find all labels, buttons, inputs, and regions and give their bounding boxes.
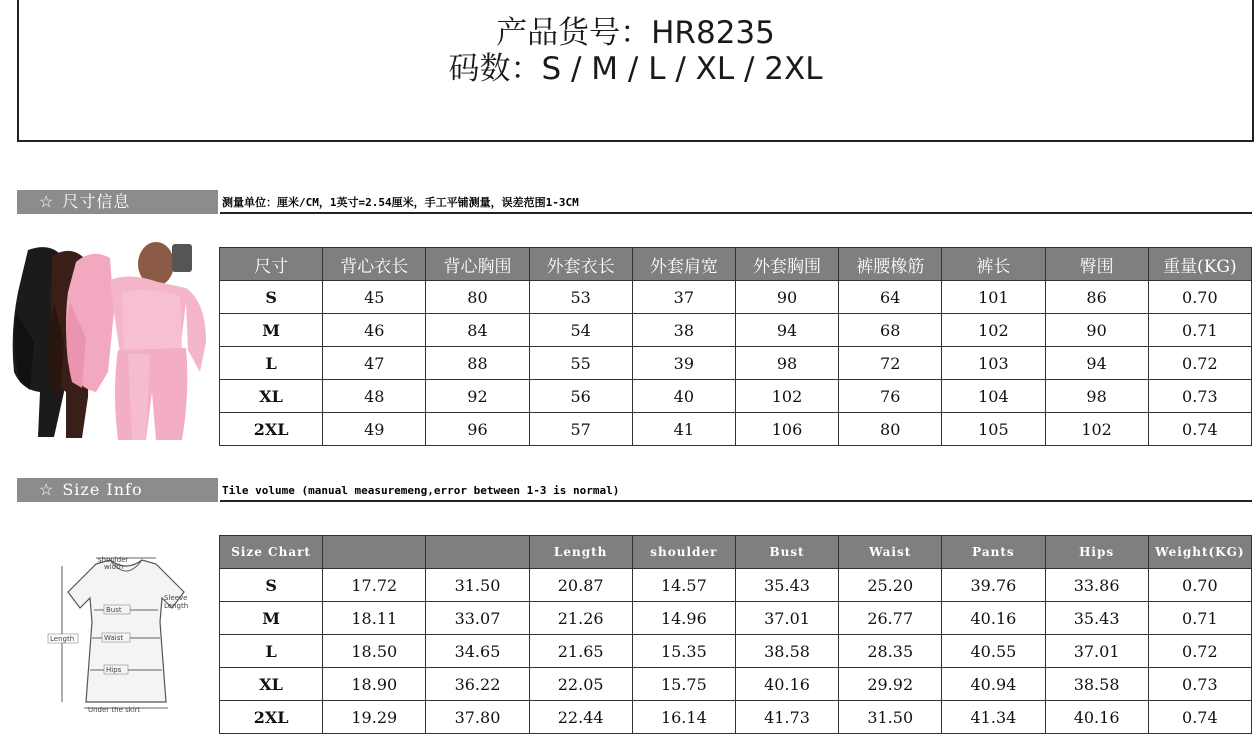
value-cell: 16.14 <box>632 701 735 734</box>
value-cell: 0.71 <box>1148 314 1251 347</box>
section-title-cn <box>17 190 218 214</box>
size-cell: XL <box>220 380 323 413</box>
table-row <box>220 314 1252 347</box>
header-cell: 外套胸围 <box>735 248 838 281</box>
value-cell: 40.55 <box>942 635 1045 668</box>
value-cell: 18.50 <box>323 635 426 668</box>
value-cell: 0.72 <box>1148 347 1251 380</box>
diagram-label: shoulder <box>98 556 129 564</box>
value-cell: 56 <box>529 380 632 413</box>
value-cell: 0.74 <box>1148 701 1251 734</box>
header-cell: Weight(KG) <box>1148 536 1251 569</box>
value-cell: 101 <box>942 281 1045 314</box>
value-cell: 57 <box>529 413 632 446</box>
value-cell: 54 <box>529 314 632 347</box>
header-cell: 尺寸 <box>220 248 323 281</box>
value-cell: 80 <box>839 413 942 446</box>
value-cell: 40 <box>632 380 735 413</box>
value-cell: 18.90 <box>323 668 426 701</box>
value-cell: 33.07 <box>426 602 529 635</box>
value-cell: 25.20 <box>839 569 942 602</box>
value-cell: 29.92 <box>839 668 942 701</box>
size-cell: M <box>220 314 323 347</box>
value-cell: 48 <box>323 380 426 413</box>
value-cell: 35.43 <box>735 569 838 602</box>
product-header <box>17 0 1254 142</box>
value-cell: 86 <box>1045 281 1148 314</box>
size-range: 码数：S / M / L / XL / 2XL <box>448 51 823 87</box>
diagram-label: Length <box>164 602 189 610</box>
value-cell: 0.70 <box>1148 281 1251 314</box>
value-cell: 46 <box>323 314 426 347</box>
size-cell: S <box>220 281 323 314</box>
value-cell: 14.96 <box>632 602 735 635</box>
value-cell: 18.11 <box>323 602 426 635</box>
table-row <box>220 413 1252 446</box>
diagram-label: width <box>104 563 124 571</box>
value-cell: 88 <box>426 347 529 380</box>
value-cell: 102 <box>735 380 838 413</box>
table-row <box>220 635 1252 668</box>
header-cell: 臀围 <box>1045 248 1148 281</box>
value-cell: 96 <box>426 413 529 446</box>
value-cell: 38.58 <box>735 635 838 668</box>
value-cell: 41 <box>632 413 735 446</box>
value-cell: 22.44 <box>529 701 632 734</box>
value-cell: 0.73 <box>1148 668 1251 701</box>
value-cell: 98 <box>735 347 838 380</box>
diagram-label: Sleeve <box>164 594 188 602</box>
value-cell: 36.22 <box>426 668 529 701</box>
measurement-diagram <box>44 552 209 718</box>
header-cell <box>426 536 529 569</box>
value-cell: 0.71 <box>1148 602 1251 635</box>
table-row <box>220 668 1252 701</box>
table-header-row <box>220 248 1252 281</box>
value-cell: 41.34 <box>942 701 1045 734</box>
header-cell: Waist <box>839 536 942 569</box>
value-cell: 38.58 <box>1045 668 1148 701</box>
product-photo <box>10 242 215 440</box>
header-cell: 背心衣长 <box>323 248 426 281</box>
value-cell: 14.57 <box>632 569 735 602</box>
value-cell: 39 <box>632 347 735 380</box>
product-code: 产品货号：HR8235 <box>496 15 775 51</box>
value-cell: 102 <box>1045 413 1148 446</box>
section-title-en-label: Size Info <box>62 480 143 499</box>
header-cell: 背心胸围 <box>426 248 529 281</box>
value-cell: 22.05 <box>529 668 632 701</box>
header-cell: 裤长 <box>942 248 1045 281</box>
value-cell: 94 <box>735 314 838 347</box>
diagram-label: Under the skirt <box>88 706 141 714</box>
value-cell: 21.65 <box>529 635 632 668</box>
size-cell: XL <box>220 668 323 701</box>
value-cell: 64 <box>839 281 942 314</box>
diagram-label: Length <box>50 635 75 643</box>
value-cell: 20.87 <box>529 569 632 602</box>
header-cell: Pants <box>942 536 1045 569</box>
value-cell: 0.73 <box>1148 380 1251 413</box>
value-cell: 28.35 <box>839 635 942 668</box>
star-outline-icon: ☆ <box>39 192 55 211</box>
size-cell: M <box>220 602 323 635</box>
value-cell: 90 <box>1045 314 1148 347</box>
size-cell: 2XL <box>220 413 323 446</box>
value-cell: 53 <box>529 281 632 314</box>
header-cell <box>323 536 426 569</box>
value-cell: 31.50 <box>426 569 529 602</box>
value-cell: 47 <box>323 347 426 380</box>
size-cell: L <box>220 635 323 668</box>
value-cell: 37 <box>632 281 735 314</box>
header-cell: shoulder <box>632 536 735 569</box>
value-cell: 15.75 <box>632 668 735 701</box>
value-cell: 0.74 <box>1148 413 1251 446</box>
size-cell: L <box>220 347 323 380</box>
value-cell: 34.65 <box>426 635 529 668</box>
value-cell: 106 <box>735 413 838 446</box>
size-cell: 2XL <box>220 701 323 734</box>
header-cell: Length <box>529 536 632 569</box>
value-cell: 19.29 <box>323 701 426 734</box>
value-cell: 40.94 <box>942 668 1045 701</box>
diagram-label: Bust <box>106 606 122 614</box>
value-cell: 84 <box>426 314 529 347</box>
value-cell: 15.35 <box>632 635 735 668</box>
value-cell: 45 <box>323 281 426 314</box>
table-row <box>220 347 1252 380</box>
table-header-row <box>220 536 1252 569</box>
value-cell: 31.50 <box>839 701 942 734</box>
section-title-cn-label: 尺寸信息 <box>62 192 131 211</box>
table-row <box>220 380 1252 413</box>
header-cell: 外套肩宽 <box>632 248 735 281</box>
value-cell: 39.76 <box>942 569 1045 602</box>
star-outline-icon: ☆ <box>39 480 55 499</box>
value-cell: 41.73 <box>735 701 838 734</box>
size-cell: S <box>220 569 323 602</box>
value-cell: 76 <box>839 380 942 413</box>
value-cell: 38 <box>632 314 735 347</box>
diagram-label: Hips <box>106 666 122 674</box>
size-table-cm <box>219 247 1252 446</box>
value-cell: 40.16 <box>735 668 838 701</box>
diagram-label: Waist <box>104 634 124 642</box>
value-cell: 0.70 <box>1148 569 1251 602</box>
table-row <box>220 569 1252 602</box>
value-cell: 49 <box>323 413 426 446</box>
value-cell: 55 <box>529 347 632 380</box>
value-cell: 102 <box>942 314 1045 347</box>
value-cell: 68 <box>839 314 942 347</box>
value-cell: 94 <box>1045 347 1148 380</box>
value-cell: 40.16 <box>942 602 1045 635</box>
section-title-en <box>17 478 218 502</box>
header-cell: 重量(KG) <box>1148 248 1251 281</box>
value-cell: 98 <box>1045 380 1148 413</box>
value-cell: 33.86 <box>1045 569 1148 602</box>
value-cell: 40.16 <box>1045 701 1148 734</box>
header-cell: 外套衣长 <box>529 248 632 281</box>
value-cell: 80 <box>426 281 529 314</box>
table-row <box>220 602 1252 635</box>
value-cell: 17.72 <box>323 569 426 602</box>
header-cell: 裤腰橡筋 <box>839 248 942 281</box>
value-cell: 26.77 <box>839 602 942 635</box>
value-cell: 21.26 <box>529 602 632 635</box>
value-cell: 0.72 <box>1148 635 1251 668</box>
value-cell: 90 <box>735 281 838 314</box>
value-cell: 103 <box>942 347 1045 380</box>
measurement-note-cn: 测量单位：厘米/CM，1英寸=2.54厘米，手工平铺测量，误差范围1-3CM <box>220 192 1252 214</box>
header-cell: Hips <box>1045 536 1148 569</box>
value-cell: 104 <box>942 380 1045 413</box>
value-cell: 72 <box>839 347 942 380</box>
value-cell: 105 <box>942 413 1045 446</box>
value-cell: 37.80 <box>426 701 529 734</box>
measurement-note-en: Tile volume (manual measuremeng,error between 1-3 is normal) <box>220 480 1252 502</box>
header-cell: Bust <box>735 536 838 569</box>
size-table-inch <box>219 535 1252 734</box>
table-row <box>220 281 1252 314</box>
table-row <box>220 701 1252 734</box>
value-cell: 35.43 <box>1045 602 1148 635</box>
value-cell: 37.01 <box>735 602 838 635</box>
header-cell: Size Chart <box>220 536 323 569</box>
value-cell: 92 <box>426 380 529 413</box>
value-cell: 37.01 <box>1045 635 1148 668</box>
